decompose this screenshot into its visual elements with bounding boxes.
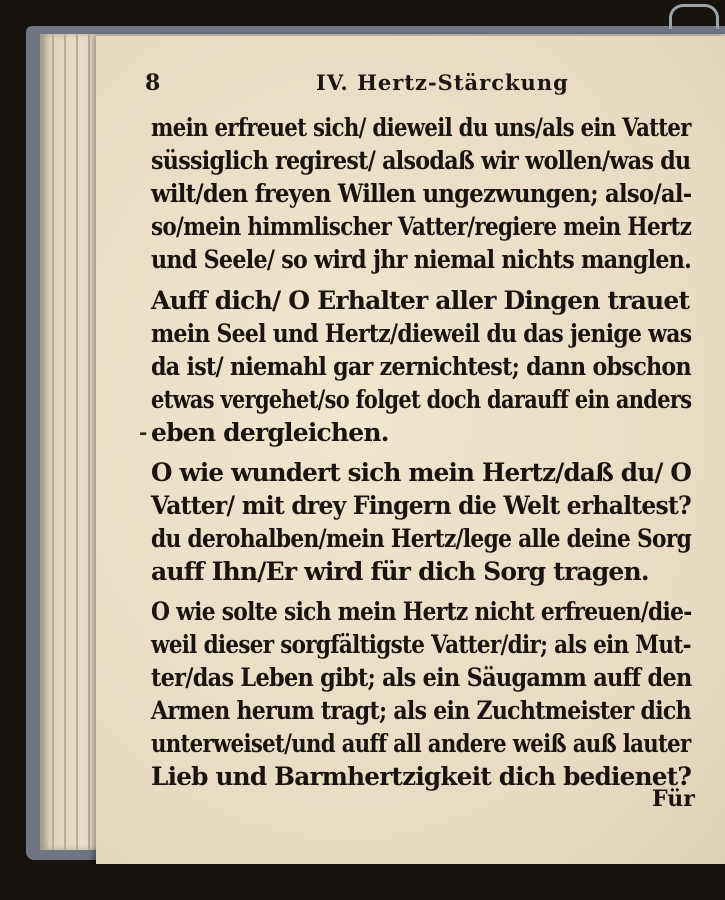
- text-line: und Seele/ so wird jhr niemal nichts manglen.: [151, 245, 692, 274]
- text-line: wilt/den freyen Willen ungezwungen; also/al-: [151, 179, 692, 208]
- page-edge: [76, 34, 78, 850]
- text-line: O wie solte sich mein Hertz nicht erfreuen/die-: [151, 597, 692, 626]
- text-line: Auff dich/ O Erhalter aller Dingen trauet: [151, 286, 690, 315]
- text-line: Lieb und Barmhertzigkeit dich bedienet?: [151, 762, 692, 791]
- text-line: etwas vergehet/so folget doch darauff ein anders: [151, 385, 692, 414]
- page-edge: [88, 34, 90, 850]
- text-line: süssiglich regirest/ alsodaß wir wollen/was du: [151, 146, 691, 175]
- page-edge: [52, 34, 54, 850]
- text-line: du derohalben/mein Hertz/lege alle deine Sorg: [151, 524, 692, 553]
- catchword: Für: [652, 786, 695, 812]
- text-line: weil dieser sorgfältigste Vatter/dir; als ein Mut-: [151, 630, 691, 659]
- binder-clip: [669, 4, 719, 29]
- page-header: [0, 70, 725, 100]
- text-line: auff Ihn/Er wird für dich Sorg tragen.: [151, 557, 649, 586]
- text-line: eben dergleichen.: [151, 418, 389, 447]
- running-head: IV. Hertz-Stärckung: [316, 70, 569, 95]
- page-edge: [64, 34, 66, 850]
- text-line: Armen herum tragt; als ein Zuchtmeister dich: [151, 696, 691, 725]
- margin-mark: -: [139, 420, 148, 444]
- text-line: mein erfreuet sich/ dieweil du uns/als ein Vatter: [151, 113, 691, 142]
- page-number: 8: [145, 70, 161, 96]
- text-line: da ist/ niemahl gar zernichtest; dann obschon: [151, 352, 691, 381]
- text-line: mein Seel und Hertz/dieweil du das jenige was: [151, 319, 692, 348]
- text-line: ter/das Leben gibt; als ein Säugamm auff den: [151, 663, 692, 692]
- text-line: O wie wundert sich mein Hertz/daß du/ O: [151, 458, 692, 487]
- text-line: so/mein himmlischer Vatter/regiere mein Hertz: [151, 212, 692, 241]
- text-line: Vatter/ mit drey Fingern die Welt erhaltest?: [151, 491, 691, 520]
- text-line: unterweiset/und auff all andere weiß auß lauter: [151, 729, 691, 758]
